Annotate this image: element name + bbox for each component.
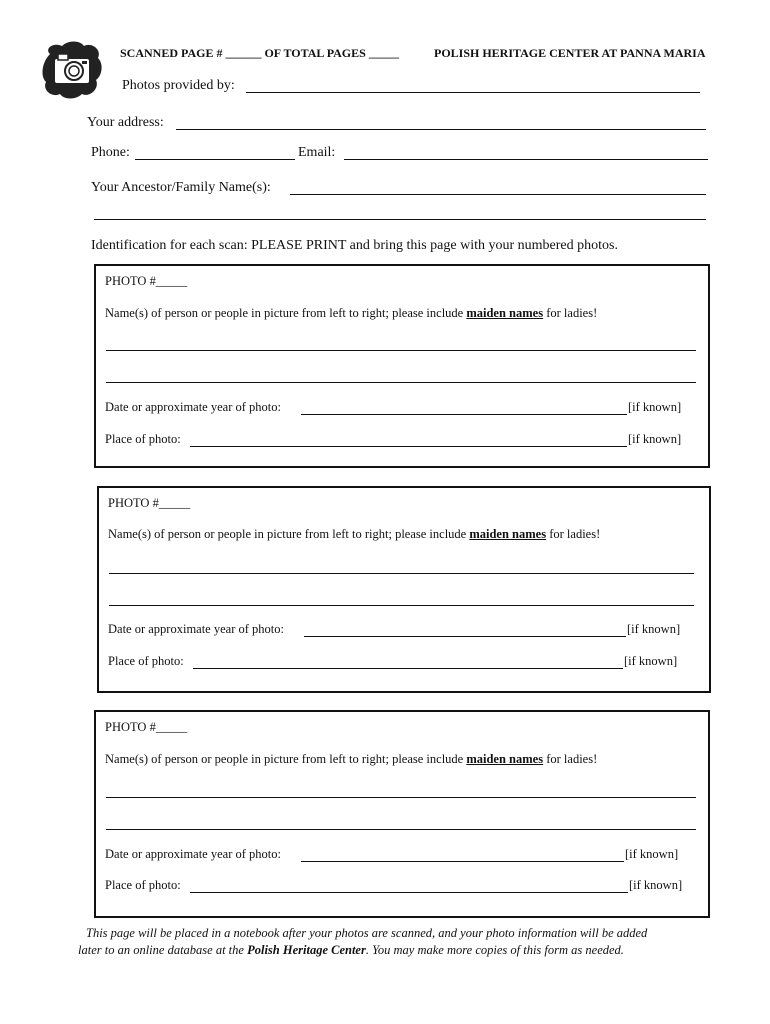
email-field[interactable] xyxy=(344,159,708,160)
date-field[interactable] xyxy=(301,414,627,415)
place-label: Place of photo: xyxy=(105,432,181,446)
place-if-known: [if known] xyxy=(629,878,683,892)
footer-line-1: This page will be placed in a notebook after your photos are scanned, and your photo information will be added xyxy=(86,926,648,940)
names-field-2[interactable] xyxy=(106,382,696,383)
ancestor-names-field[interactable] xyxy=(290,194,706,195)
names-field-1[interactable] xyxy=(109,573,694,574)
date-if-known: [if known] xyxy=(628,400,682,414)
date-field[interactable] xyxy=(301,861,624,862)
photos-provided-label: Photos provided by: xyxy=(122,78,235,93)
address-label: Your address: xyxy=(87,115,164,130)
phone-label: Phone: xyxy=(91,145,130,160)
names-field-1[interactable] xyxy=(106,797,696,798)
phone-field[interactable] xyxy=(135,159,295,160)
date-field[interactable] xyxy=(304,636,626,637)
names-instruction: Name(s) of person or people in picture from left to right; please include maiden names for ladies! xyxy=(105,752,598,766)
identification-note: Identification for each scan: PLEASE PRINT and bring this page with your numbered photos. xyxy=(91,238,618,253)
names-instruction: Name(s) of person or people in picture from left to right; please include maiden names for ladies! xyxy=(108,527,601,541)
photos-provided-field[interactable] xyxy=(246,92,700,93)
place-if-known: [if known] xyxy=(624,654,678,668)
place-field[interactable] xyxy=(193,668,623,669)
maiden-names-emphasis: maiden names xyxy=(466,306,544,320)
photo-number-label: PHOTO #_____ xyxy=(108,496,191,510)
place-if-known: [if known] xyxy=(628,432,682,446)
polish-heritage-center-emphasis: Polish Heritage Center xyxy=(247,943,366,957)
maiden-names-emphasis: maiden names xyxy=(469,527,547,541)
organization-header: POLISH HERITAGE CENTER AT PANNA MARIA xyxy=(434,46,706,60)
place-field[interactable] xyxy=(190,446,627,447)
footer-line-2: later to an online database at the Polish Heritage Center. You may make more copies of this form as needed. xyxy=(78,943,624,957)
ancestor-names-field-2[interactable] xyxy=(94,219,706,220)
camera-icon xyxy=(40,40,104,100)
date-if-known: [if known] xyxy=(627,622,681,636)
place-label: Place of photo: xyxy=(105,878,181,892)
photo-number-label: PHOTO #_____ xyxy=(105,720,188,734)
names-field-2[interactable] xyxy=(109,605,694,606)
photo-number-label: PHOTO #_____ xyxy=(105,274,188,288)
names-field-2[interactable] xyxy=(106,829,696,830)
date-label: Date or approximate year of photo: xyxy=(105,400,281,414)
maiden-names-emphasis: maiden names xyxy=(466,752,544,766)
photo-block-1 xyxy=(94,264,710,468)
date-label: Date or approximate year of photo: xyxy=(108,622,284,636)
names-instruction: Name(s) of person or people in picture from left to right; please include maiden names for ladies! xyxy=(105,306,598,320)
photo-block-3 xyxy=(94,710,710,918)
ancestor-names-label: Your Ancestor/Family Name(s): xyxy=(91,180,271,195)
date-label: Date or approximate year of photo: xyxy=(105,847,281,861)
photo-block-2 xyxy=(97,486,711,693)
date-if-known: [if known] xyxy=(625,847,679,861)
email-label: Email: xyxy=(298,145,336,160)
place-field[interactable] xyxy=(190,892,628,893)
names-field-1[interactable] xyxy=(106,350,696,351)
address-field[interactable] xyxy=(176,129,706,130)
scanned-page-header: SCANNED PAGE # ______ OF TOTAL PAGES _____ xyxy=(120,46,399,60)
place-label: Place of photo: xyxy=(108,654,184,668)
